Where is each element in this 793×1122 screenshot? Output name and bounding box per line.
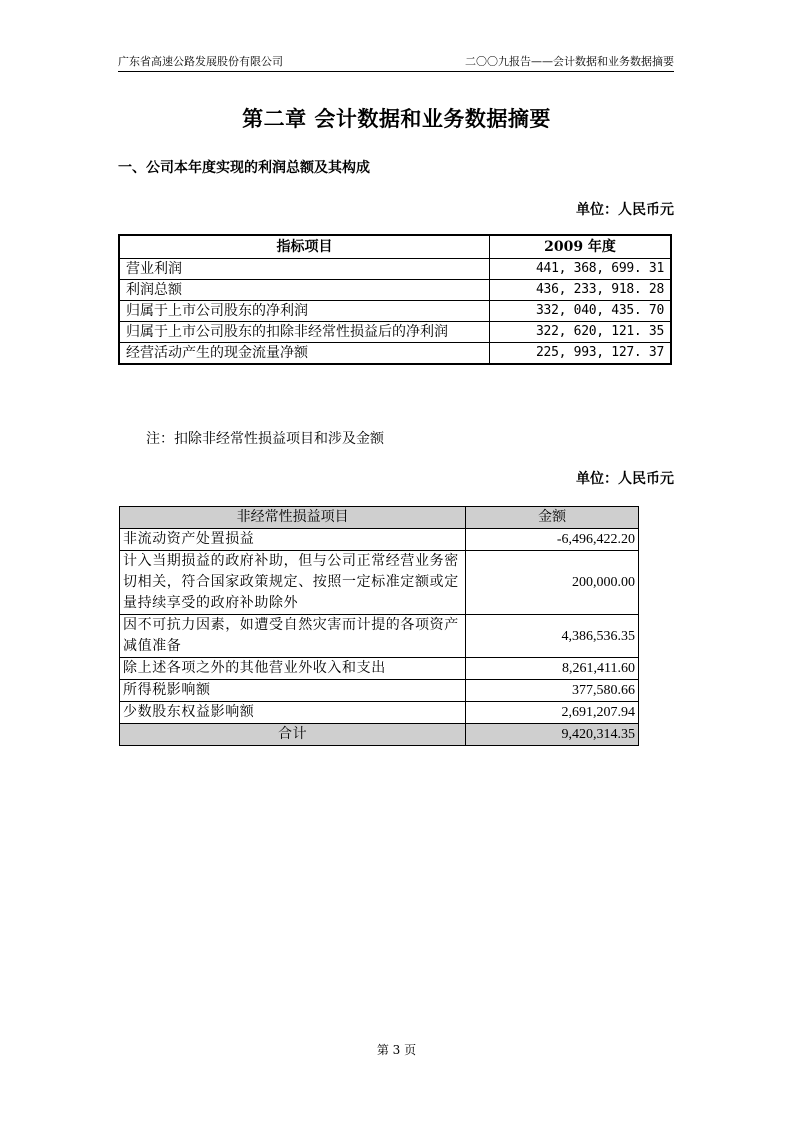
header-company: 广东省高速公路发展股份有限公司 bbox=[118, 55, 283, 68]
table-row bbox=[119, 301, 671, 322]
row-item: 非流动资产处置损益 bbox=[120, 529, 466, 551]
table-row bbox=[119, 322, 671, 343]
table-row bbox=[119, 280, 671, 301]
non-recurring-items-table bbox=[119, 506, 639, 746]
table-row bbox=[120, 658, 639, 680]
row-item: 所得税影响额 bbox=[120, 680, 466, 702]
table-header-row bbox=[120, 507, 639, 529]
row-item: 因不可抗力因素，如遭受自然灾害而计提的各项资产减值准备 bbox=[120, 615, 466, 658]
row-item: 归属于上市公司股东的扣除非经常性损益后的净利润 bbox=[119, 322, 490, 343]
row-value: 377,580.66 bbox=[466, 680, 639, 702]
row-item: 计入当期损益的政府补助，但与公司正常经营业务密切相关，符合国家政策规定、按照一定标准定额或定量持续享受的政府补助除外 bbox=[120, 551, 466, 615]
header-report-title: 二〇〇九报告——会计数据和业务数据摘要 bbox=[465, 55, 674, 68]
profit-table bbox=[118, 234, 672, 365]
total-label: 合计 bbox=[120, 724, 466, 746]
column-header-item: 指标项目 bbox=[119, 235, 490, 259]
table-header-row bbox=[119, 235, 671, 259]
column-header-year: 2009 年度 bbox=[490, 235, 671, 259]
column-header-item: 非经常性损益项目 bbox=[120, 507, 466, 529]
row-item: 归属于上市公司股东的净利润 bbox=[119, 301, 490, 322]
row-item: 除上述各项之外的其他营业外收入和支出 bbox=[120, 658, 466, 680]
table-row bbox=[120, 702, 639, 724]
row-value: -6,496,422.20 bbox=[466, 529, 639, 551]
row-value: 2,691,207.94 bbox=[466, 702, 639, 724]
note-text: 注：扣除非经常性损益项目和涉及金额 bbox=[146, 431, 384, 447]
currency-unit-label: 单位：人民币元 bbox=[576, 202, 674, 218]
row-item: 少数股东权益影响额 bbox=[120, 702, 466, 724]
row-value: 4,386,536.35 bbox=[466, 615, 639, 658]
row-item: 营业利润 bbox=[119, 259, 490, 280]
table-row bbox=[120, 551, 639, 615]
currency-unit-label: 单位：人民币元 bbox=[576, 471, 674, 487]
row-item: 利润总额 bbox=[119, 280, 490, 301]
chapter-title: 第二章 会计数据和业务数据摘要 bbox=[242, 106, 551, 131]
row-value: 436, 233, 918. 28 bbox=[490, 280, 671, 301]
page-number: 第 3 页 bbox=[376, 1043, 417, 1057]
table-row bbox=[120, 529, 639, 551]
page-header bbox=[118, 54, 674, 72]
table-row bbox=[119, 343, 671, 365]
row-value: 322, 620, 121. 35 bbox=[490, 322, 671, 343]
row-value: 8,261,411.60 bbox=[466, 658, 639, 680]
row-value: 200,000.00 bbox=[466, 551, 639, 615]
row-value: 225, 993, 127. 37 bbox=[490, 343, 671, 365]
table-row bbox=[119, 259, 671, 280]
table-row bbox=[120, 615, 639, 658]
row-value: 332, 040, 435. 70 bbox=[490, 301, 671, 322]
row-item: 经营活动产生的现金流量净额 bbox=[119, 343, 490, 365]
section-heading: 一、公司本年度实现的利润总额及其构成 bbox=[118, 160, 370, 176]
row-value: 441, 368, 699. 31 bbox=[490, 259, 671, 280]
total-value: 9,420,314.35 bbox=[466, 724, 639, 746]
total-row bbox=[120, 724, 639, 746]
table-row bbox=[120, 680, 639, 702]
column-header-amount: 金额 bbox=[466, 507, 639, 529]
